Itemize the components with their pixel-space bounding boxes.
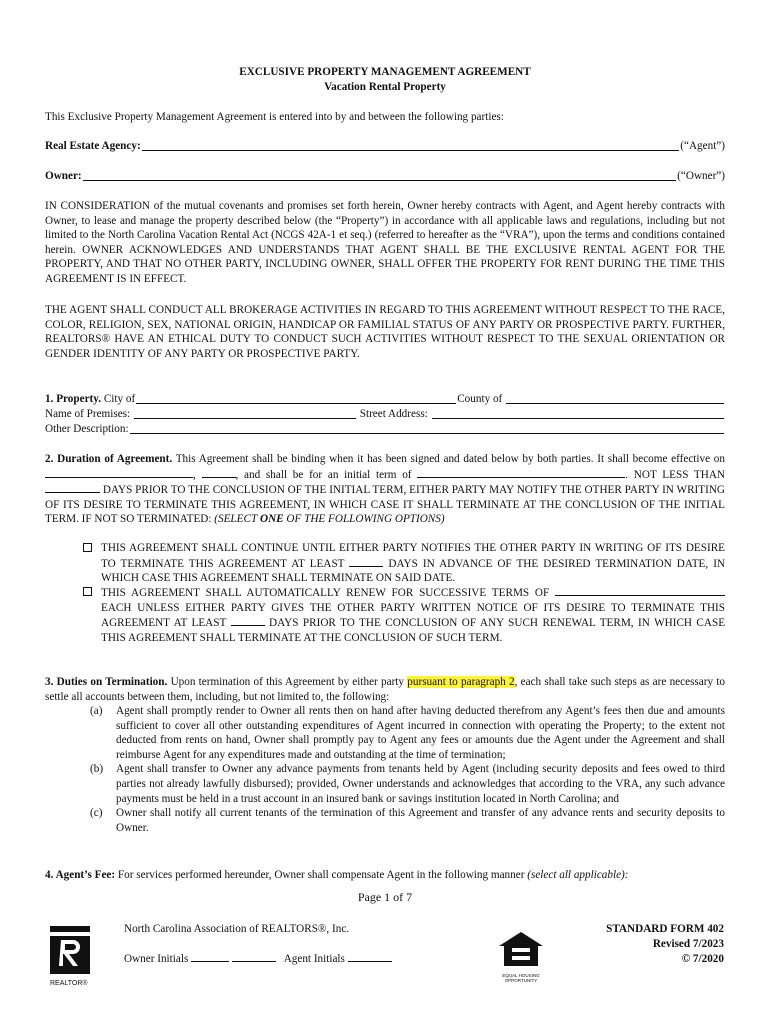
equal-housing-logo xyxy=(497,930,545,982)
comma: , xyxy=(193,468,202,481)
owner-initials-field-1[interactable] xyxy=(191,951,229,962)
section2-text-d: DAYS PRIOR TO THE CONCLUSION OF THE INITIAL TERM, EITHER PARTY MAY NOTIFY THE OTHER PARTY IN WRITING OF ITS DESIRE TO TERMINATE THIS AGREEMENT, IN WHICH CASE IT SHALL TERMINATE AT THE CONCLUSION OF THE INITIAL TERM. IF NOT SO TERMINATED: xyxy=(45,484,725,526)
city-field[interactable] xyxy=(136,403,456,404)
agent-initials-field[interactable] xyxy=(348,951,392,962)
section4-note: (select all applicable): xyxy=(527,869,629,881)
property-city-line xyxy=(45,392,725,407)
effective-date-field[interactable] xyxy=(45,467,193,478)
option2-text-a: THIS AGREEMENT SHALL AUTOMATICALLY RENEW FOR SUCCESSIVE TERMS OF xyxy=(101,587,550,599)
option-continue-checkbox[interactable] xyxy=(83,543,92,552)
premises-field[interactable] xyxy=(134,418,356,419)
list-item: (c) Owner shall notify all current tenants of the termination of this Agreement and transfer of any advance rents and security deposits to Owner. xyxy=(90,807,725,834)
document-subtitle: Vacation Rental Property xyxy=(324,81,446,93)
agency-suffix: (“Agent”) xyxy=(680,140,725,152)
section4-text: For services performed hereunder, Owner shall compensate Agent in the following manner xyxy=(117,869,525,881)
section2-heading: 2. Duration of Agreement. xyxy=(45,453,173,465)
option1-text-b: DAYS IN ADVANCE OF THE DESIRED TERMINATION DATE, IN WHICH CASE THIS AGREEMENT SHALL TERMINATE ON SAID DATE. xyxy=(101,557,726,585)
notice-days-field[interactable] xyxy=(45,482,100,493)
initial-term-field[interactable] xyxy=(417,467,625,478)
option-renew xyxy=(83,585,725,645)
county-label: County of xyxy=(457,393,503,405)
select-instruction-b: OF THE FOLLOWING OPTIONS) xyxy=(286,513,445,526)
fair-housing-paragraph: THE AGENT SHALL CONDUCT ALL BROKERAGE ACTIVITIES IN REGARD TO THIS AGREEMENT WITHOUT RESPECT TO THE RACE, COLOR, RELIGION, SEX, NATIONAL ORIGIN, HANDICAP OR FAMILIAL STATUS OF ANY PARTY OR PROSPECTIVE PARTY. FURTHER, REALTORS® HAVE AN ETHICAL DUTY TO CONDUCT SUCH ACTIVITIES WITHOUT RESPECT TO THE SEXUAL ORIENTATION OR GENDER IDENTITY OF ANY PARTY OR PROSPECTIVE PARTY. xyxy=(45,304,725,360)
association-name: North Carolina Association of REALTORS®, Inc. xyxy=(124,923,350,935)
list-item: (a) Agent shall promptly render to Owner all rents then on hand after having deducted therefrom any Agent’s fees then due and amounts sufficient to cover all other outstanding expenditures of Agent incurred in connection with operating the Property; to the extent not deducted from rents on hand, Owner shall promptly pay to Agent any fees or amounts due the Agent under the Agreement and shall reimburse Agent for any expenditures made and outstanding at the time of termination; xyxy=(90,705,725,761)
section3-text-b: , each shall take such steps as are necessary to settle all accounts between them, including, but not limited to, the following: xyxy=(45,676,726,703)
option2-text-c: DAYS PRIOR TO THE CONCLUSION OF ANY SUCH RENEWAL TERM, IN WHICH CASE THIS AGREEMENT SHALL TERMINATE AT THE CONCLUSION OF SUCH TERM. xyxy=(101,617,726,644)
owner-label: Owner: xyxy=(45,170,82,182)
option2-text-b: EACH UNLESS EITHER PARTY GIVES THE OTHER PARTY WRITTEN NOTICE OF ITS DESIRE TO TERMINATE THIS AGREEMENT AT LEAST xyxy=(101,601,725,630)
section4-heading: 4. Agent’s Fee: xyxy=(45,869,116,881)
section2-text-a: This Agreement shall be binding when it has been signed and dated below by both parties. It shall become effective on xyxy=(175,453,725,465)
owner-suffix: (“Owner”) xyxy=(677,170,725,182)
section2-text-c: NOT LESS THAN xyxy=(633,468,726,481)
realtor-r-icon xyxy=(50,926,90,974)
street-label: Street Address: xyxy=(359,408,428,420)
realtor-logo-text: REALTOR® xyxy=(50,979,88,987)
other-field[interactable] xyxy=(130,433,724,434)
footer xyxy=(0,918,770,1018)
option2-days-field[interactable] xyxy=(231,615,265,626)
section3-heading: 3. Duties on Termination. xyxy=(45,676,168,688)
premises-label: Name of Premises: xyxy=(45,408,131,420)
agency-line xyxy=(45,139,725,154)
premises-line xyxy=(45,407,725,422)
initials-line xyxy=(124,951,392,967)
select-instruction-one: ONE xyxy=(259,513,284,526)
consideration-paragraph: IN CONSIDERATION of the mutual covenants and promises set forth herein, Owner hereby contracts with Agent, and Agent hereby contracts with Owner, to lease and manage the property described below (the “Property”) in accordance with all applicable laws and regulations, including but not limited to the North Carolina Vacation Rental Act (NCGS 42A-1 et seq.) (referred to hereafter as the “VRA”), upon the terms and conditions contained herein. OWNER ACKNOWLEDGES AND UNDERSTANDS THAT AGENT SHALL BE THE EXCLUSIVE RENTAL AGENT FOR THE PROPERTY, AND THAT NO OTHER PARTY, INCLUDING OWNER, SHALL OFFER THE PROPERTY FOR RENT DURING THE TIME THIS AGREEMENT IS IN EFFECT. xyxy=(45,200,725,285)
effective-year-field[interactable] xyxy=(202,467,236,478)
form-info xyxy=(606,922,724,967)
form-revised: Revised 7/2023 xyxy=(652,938,724,950)
other-description-line xyxy=(45,422,725,437)
section4-line xyxy=(45,868,725,883)
option1-days-field[interactable] xyxy=(349,556,383,567)
form-name: STANDARD FORM 402 xyxy=(606,923,724,935)
termination-duties-list xyxy=(90,704,725,835)
street-field[interactable] xyxy=(432,418,724,419)
intro-text: This Exclusive Property Management Agreement is entered into by and between the following parties: xyxy=(45,111,504,123)
document-title: EXCLUSIVE PROPERTY MANAGEMENT AGREEMENT xyxy=(239,66,531,78)
owner-initials-field-2[interactable] xyxy=(232,951,276,962)
page-number: Page 1 of 7 xyxy=(357,890,413,904)
section3-text-a: Upon termination of this Agreement by either party xyxy=(170,676,405,688)
county-field[interactable] xyxy=(506,403,724,404)
section2-text-b: , and shall be for an initial term of xyxy=(235,468,412,481)
city-label: City of xyxy=(103,393,136,405)
highlighted-reference: pursuant to paragraph 2 xyxy=(407,676,515,688)
owner-line xyxy=(45,169,725,184)
section2-paragraph: 2. Duration of Agreement. This Agreement shall be binding when it has been signed and dated below by both parties. It shall become effective on , , and shall be for an initial term of . NOT LESS THAN DAYS PRIOR TO THE CONCLUSION OF THE INITIAL TERM, EITHER PARTY MAY NOTIFY THE OTHER PARTY IN WRITING OF ITS DESIRE TO TERMINATE THIS AGREEMENT, IN WHICH CASE IT SHALL TERMINATE AT THE CONCLUSION OF THE INITIAL TERM. IF NOT SO TERMINATED: (SELECT ONE OF THE FOLLOWING OPTIONS) xyxy=(45,453,726,526)
section3-paragraph xyxy=(45,675,725,704)
agency-label: Real Estate Agency: xyxy=(45,140,141,152)
equal-housing-text: EQUAL HOUSING OPPORTUNITY xyxy=(502,972,540,983)
agency-field[interactable] xyxy=(142,150,680,151)
agent-initials-label: Agent Initials xyxy=(283,953,345,965)
owner-initials-label: Owner Initials xyxy=(124,953,189,965)
other-label: Other Description: xyxy=(45,423,129,435)
list-item: (b) Agent shall transfer to Owner any advance payments from tenants held by Agent (including security deposits and fees owed to third parties not already lawfully disbursed); provided, Owner understands and acknowledges that according to the VRA, any such advance payments must be held in a trust account in an insured bank or savings institution located in North Carolina; and xyxy=(90,763,725,805)
realtor-logo xyxy=(50,926,90,987)
section1-heading: 1. Property. xyxy=(45,393,102,405)
option-renew-checkbox[interactable] xyxy=(83,587,92,596)
equal-housing-house-icon xyxy=(497,930,545,968)
option-continue xyxy=(83,541,725,586)
owner-field[interactable] xyxy=(83,180,677,181)
option2-term-field[interactable] xyxy=(555,585,725,596)
form-copyright: © 7/2020 xyxy=(681,953,724,965)
option1-text-a: THIS AGREEMENT SHALL CONTINUE UNTIL EITHER PARTY NOTIFIES THE OTHER PARTY IN WRITING OF ITS DESIRE TO TERMINATE THIS AGREEMENT AT LEAST xyxy=(101,542,725,570)
select-instruction-a: (SELECT xyxy=(214,513,258,526)
